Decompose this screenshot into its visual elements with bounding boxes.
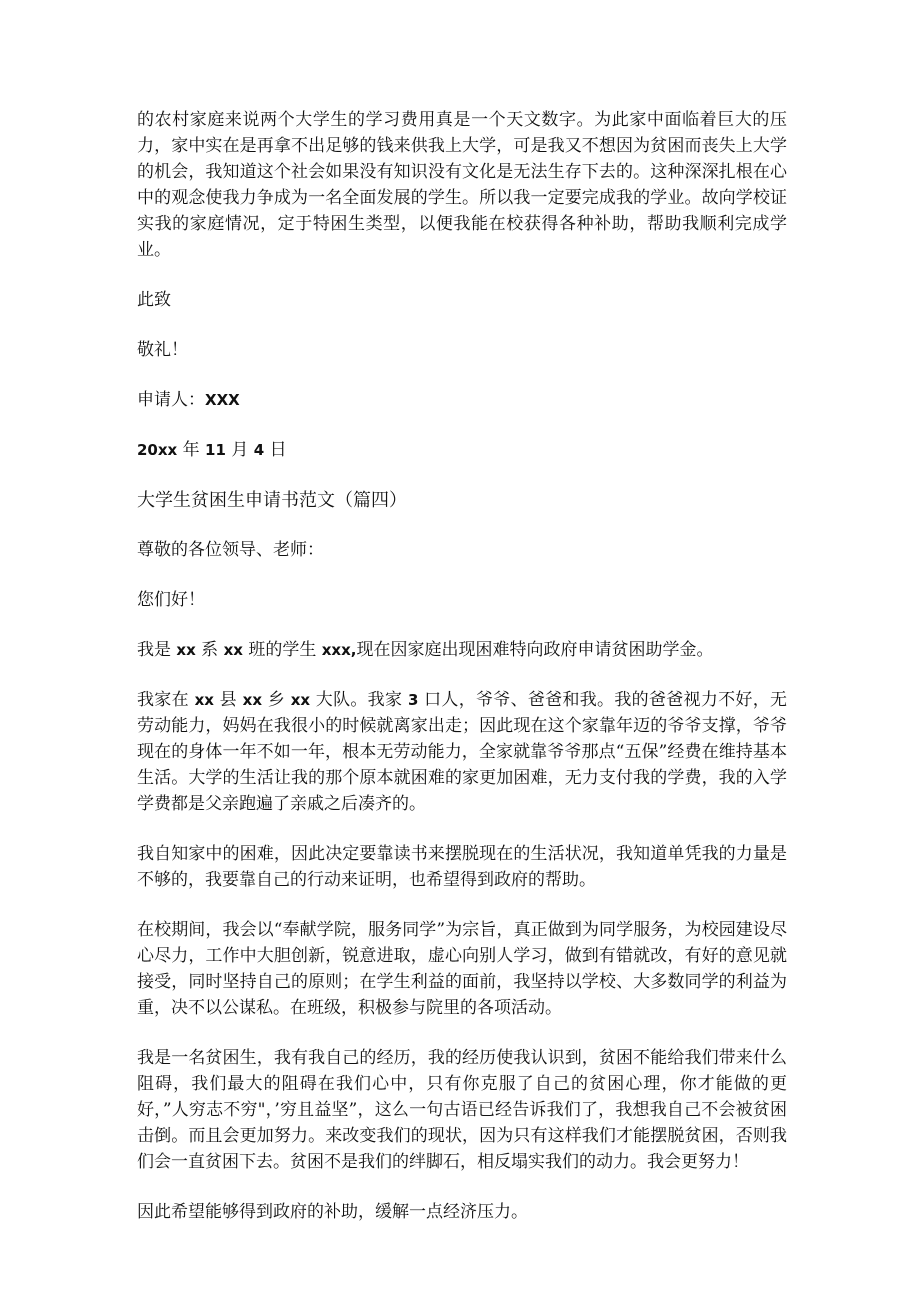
p2-text-i: 口人，爷爷、爸爸和我。我的爸爸视力不好，无劳动能力，妈妈在我很小的时候就离家出走；因此现在这个家靠年迈的爷爷支撑，爷爷现在的身体一年不如一年，根本无劳动能力，全家就靠爷爷那点“五保”经费在维持基本生活。大学的生活让我的那个原本就困难的家更加困难，无力支付我的学费，我的入学学费都是父亲跑遍了亲戚之后凑齐的。 (137, 690, 788, 814)
p2-county-placeholder: xx (194, 691, 214, 709)
p1-text-e: 班的学生 (242, 640, 322, 660)
paragraph-family (137, 687, 787, 817)
date-year-unit: 年 (177, 440, 206, 460)
intro-paragraph: 的农村家庭来说两个大学生的学习费用真是一个天文数字。为此家中面临着巨大的压力，家中实在是再拿不出足够的钱来供我上大学，可是我又不想因为贫困而丧失上大学的机会，我知道这个社会如果没有知识没有文化是无法生存下去的。这种深深扎根在心中的观念使我力争成为一名全面发展的学生。所以我一定要完成我的学业。故向学校证实我的家庭情况，定于特困生类型，以便我能在校获得各种补助，帮助我顺利完成学业。 (137, 110, 787, 260)
date-day-unit: 日 (264, 440, 287, 460)
p2-brigade-placeholder: xx (290, 691, 311, 709)
p1-text-c: 系 (195, 640, 224, 660)
p2-township-placeholder: xx (242, 691, 263, 709)
p2-family-count: 3 (407, 691, 419, 709)
paragraph-commitment: 在校期间，我会以“奉献学院，服务同学”为宗旨，真正做到为同学服务，为校园建设尽心尽力，工作中大胆创新，锐意进取，虚心向别人学习，做到有错就改，有好的意见就接受，同时坚持自己的原则；在学生利益的面前，我坚持以学校、大多数同学的利益为重，决不以公谋私。在班级，积极参与院里的各项活动。 (137, 920, 787, 1018)
paragraph-reflection: 我是一名贫困生，我有我自己的经历，我的经历使我认识到，贫困不能给我们带来什么阻碍，我们最大的阻碍在我们心中，只有你克服了自己的贫困心理，你才能做的更好，”人穷志不穷"，’穷且益坚”，这么一句古语已经告诉我们了，我想我自己不会被贫困击倒。而且会更加努力。来改变我们的现状，因为只有这样我们才能摆脱贫困，否则我们会一直贫困下去。贫困不是我们的绊脚石，相反塌实我们的动力。我会更努力！ (137, 1048, 787, 1172)
p1-class-placeholder: xx (223, 641, 243, 659)
p1-dept-placeholder: xx (176, 641, 196, 659)
p2-text-g: 大队。我家 (310, 690, 408, 710)
date-month-unit: 月 (225, 440, 254, 460)
p1-name-placeholder: xxx, (321, 641, 357, 659)
p1-text-a: 我是 (137, 640, 177, 660)
applicant-line (137, 387, 787, 413)
closing-jingli: 敬礼！ (137, 340, 188, 360)
applicant-label: 申请人： (137, 390, 205, 410)
paragraph-request: 因此希望能够得到政府的补助，缓解一点经济压力。 (137, 1202, 528, 1222)
date-month: 11 (205, 441, 226, 459)
paragraph-resolve: 我自知家中的困难，因此决定要靠读书来摆脱现在的生活状况，我知道单凭我的力量是不够的，我要靠自己的行动来证明，也希望得到政府的帮助。 (137, 844, 787, 890)
salutation: 尊敬的各位领导、老师： (137, 540, 324, 560)
closing-cizhi: 此致 (137, 290, 171, 310)
date-line (137, 437, 787, 463)
section-title: 大学生贫困生申请书范文（篇四） (137, 490, 407, 511)
p1-text-g: 现在因家庭出现困难特向政府申请贫困助学金。 (356, 640, 714, 660)
p2-text-c: 县 (213, 690, 243, 710)
p2-text-a: 我家在 (137, 690, 195, 710)
document-page (137, 107, 787, 1249)
p2-text-e: 乡 (262, 690, 291, 710)
paragraph-identity (137, 637, 787, 663)
date-year: 20xx (137, 441, 178, 459)
greeting: 您们好！ (137, 590, 205, 610)
applicant-name: XXX (205, 391, 240, 409)
date-day: 4 (253, 441, 265, 459)
